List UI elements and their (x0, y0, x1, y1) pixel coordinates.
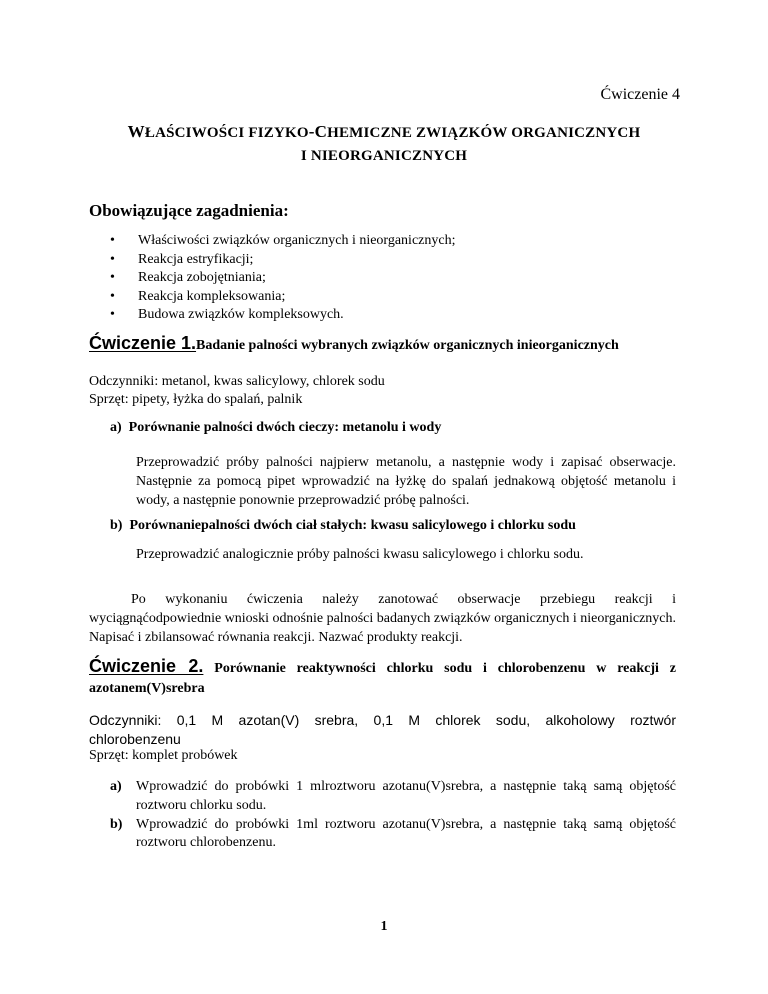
part-a-text: Przeprowadzić próby palności najpierw metanolu, a następnie wody i zapisać obserwacje. Następnie za pomocą pipet wprowadzić na łyżkę do spalań jednakową objętość metanolu i wody, a następnie ponownie przeprowadzić próbę palności. (136, 455, 676, 508)
exercise-1-equipment: Sprzęt: pipety, łyżka do spalań, palnik (89, 392, 303, 407)
list-item (110, 816, 676, 854)
exercise-2-reagents: Odczynniki: 0,1 M azotan(V) srebra, 0,1 M chlorek sodu, alkoholowy roztwór chlorobenzenu (89, 712, 676, 747)
step-marker: b) (110, 816, 123, 832)
part-a-heading (110, 420, 441, 436)
exercise-1-title: Badanie palności wybranych związków organicznych inieorganicznych (196, 338, 619, 353)
part-a-marker: a) (110, 420, 122, 435)
page-number: 1 (380, 919, 388, 934)
list-item: • Reakcja kompleksowania; (110, 288, 455, 307)
part-b-title: Porównaniepalności dwóch ciał stałych: kwasu salicylowego i chlorku sodu (129, 518, 576, 533)
exercise-1-conclusion: Po wykonaniu ćwiczenia należy zanotować obserwacje przebiegu reakcji i wyciągnąćodpowiednie wnioski odnośnie palności badanych związków organicznych i nieorganicznych. Napisać i zbilansować równania reakcji. Nazwać produkty reakcji. (89, 592, 676, 645)
list-item (110, 778, 676, 816)
exercise-2-heading (89, 656, 676, 699)
exercise-1-heading (89, 333, 619, 354)
exercise-1-reagents: Odczynniki: metanol, kwas salicylowy, chlorek sodu (89, 374, 385, 389)
exercise-2-title: Porównanie reaktywności chlorku sodu i chlorobenzenu w reakcji z azotanem(V)srebra (89, 661, 676, 696)
part-b-text: Przeprowadzić analogicznie próby palności kwasu salicylowego i chlorku sodu. (136, 547, 584, 562)
part-b-marker: b) (110, 518, 123, 533)
exercise-2-steps (110, 778, 676, 853)
title-part-2: HEMICZNE ZWIĄZKÓW ORGANICZNYCH (327, 125, 641, 141)
part-b-heading (110, 518, 576, 534)
list-item: • Reakcja estryfikacji; (110, 251, 455, 270)
list-item: • Właściwości związków organicznych i nieorganicznych; (110, 232, 455, 251)
title-initial-w: W (127, 122, 145, 141)
title-initial-c: C (314, 122, 328, 141)
topics-heading: Obowiązujące zagadnienia: (89, 201, 289, 220)
list-item: • Budowa związków kompleksowych. (110, 306, 455, 325)
title-part-1: ŁAŚCIWOŚCI FIZYKO (144, 125, 309, 141)
topics-list (110, 232, 455, 325)
step-text: Wprowadzić do probówki 1 mlroztworu azotanu(V)srebra, a następnie taką samą objętość roztworu chlorku sodu. (136, 779, 676, 813)
exercise-1-number: Ćwiczenie 1. (89, 333, 197, 353)
step-marker: a) (110, 779, 122, 794)
exercise-2-equipment: Sprzęt: komplet probówek (89, 748, 238, 763)
document-title-line-1 (0, 122, 768, 142)
part-a-title: Porównanie palności dwóch cieczy: metanolu i wody (128, 420, 442, 435)
title-dash: - (308, 122, 315, 141)
exercise-number-header: Ćwiczenie 4 (600, 86, 680, 103)
exercise-2-number: Ćwiczenie 2. (89, 656, 204, 676)
step-text: Wprowadzić do probówki 1ml roztworu azotanu(V)srebra, a następnie taką samą objętość roztworu chlorobenzenu. (136, 816, 676, 851)
document-title-line-2: I NIEORGANICZNYCH (300, 148, 468, 164)
list-item: • Reakcja zobojętniania; (110, 269, 455, 288)
